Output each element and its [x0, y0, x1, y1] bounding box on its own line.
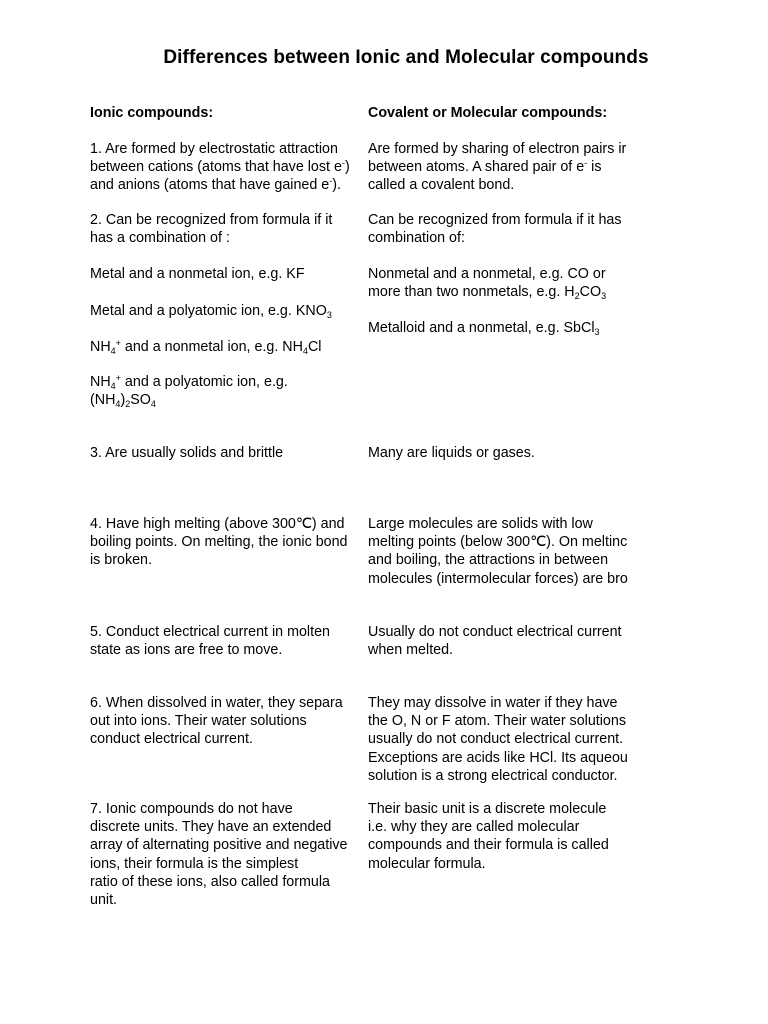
ionic-point-1: 1. Are formed by electrostatic attraction between cations (atoms that have lost e-) and anions (atoms that have gained e-). [90, 141, 350, 194]
ionic-example-1: Metal and a nonmetal ion, e.g. KF [90, 266, 305, 282]
ionic-point-6: 6. When dissolved in water, they separa out into ions. Their water solutions conduct electrical current. [90, 695, 343, 748]
molecular-point-2: Can be recognized from formula if it has combination of: [368, 212, 622, 247]
ionic-column [90, 0, 366, 1024]
molecular-point-4: Large molecules are solids with low melting points (below 300℃). On meltinc and boiling, the attractions in between molecules (intermolecular forces) are bro [368, 516, 628, 587]
molecular-column [368, 0, 640, 1024]
molecular-point-6: They may dissolve in water if they have the O, N or F atom. Their water solutions usually do not conduct electrical current. Exceptions are acids like HCl. Its aqueou solution is a strong electrical conductor. [368, 695, 628, 784]
molecular-point-1: Are formed by sharing of electron pairs ir between atoms. A shared pair of e- is called a covalent bond. [368, 141, 627, 194]
ionic-point-2: 2. Can be recognized from formula if it has a combination of : [90, 212, 333, 247]
ionic-point-3: 3. Are usually solids and brittle [90, 445, 284, 461]
ionic-point-4: 4. Have high melting (above 300℃) and boiling points. On melting, the ionic bond is broken. [90, 516, 348, 569]
molecular-example-2: Metalloid and a nonmetal, e.g. SbCl$_3$ [368, 320, 600, 337]
ionic-example-4: $NH_4^+$ and a polyatomic ion, e.g. $(NH_4)_2SO_4$ [90, 373, 288, 410]
page-title: Differences between Ionic and Molecular compounds [163, 47, 649, 68]
molecular-point-7: Their basic unit is a discrete molecule i.e. why they are called molecular compounds and their formula is called molecular formula. [368, 801, 609, 872]
molecular-example-1: Nonmetal and a nonmetal, e.g. CO or more than two nonmetals, e.g. $H_2CO_3$ [368, 266, 607, 302]
ionic-example-3: $NH_4^+$ and a nonmetal ion, e.g. $NH_4Cl$ [90, 338, 322, 356]
ionic-header: Ionic compounds: [90, 105, 214, 121]
ionic-example-2: Metal and a polyatomic ion, e.g. $KNO_3$ [90, 303, 332, 320]
molecular-header: Covalent or Molecular compounds: [368, 105, 608, 121]
ionic-point-7: 7. Ionic compounds do not have discrete units. They have an extended array of alternating positive and negative ions, their formula is the simplest ratio of these ions, also called formula unit. [90, 801, 348, 909]
molecular-point-3: Many are liquids or gases. [368, 445, 535, 461]
molecular-point-5: Usually do not conduct electrical current when melted. [368, 624, 622, 659]
ionic-point-5: 5. Conduct electrical current in molten state as ions are free to move. [90, 624, 330, 659]
